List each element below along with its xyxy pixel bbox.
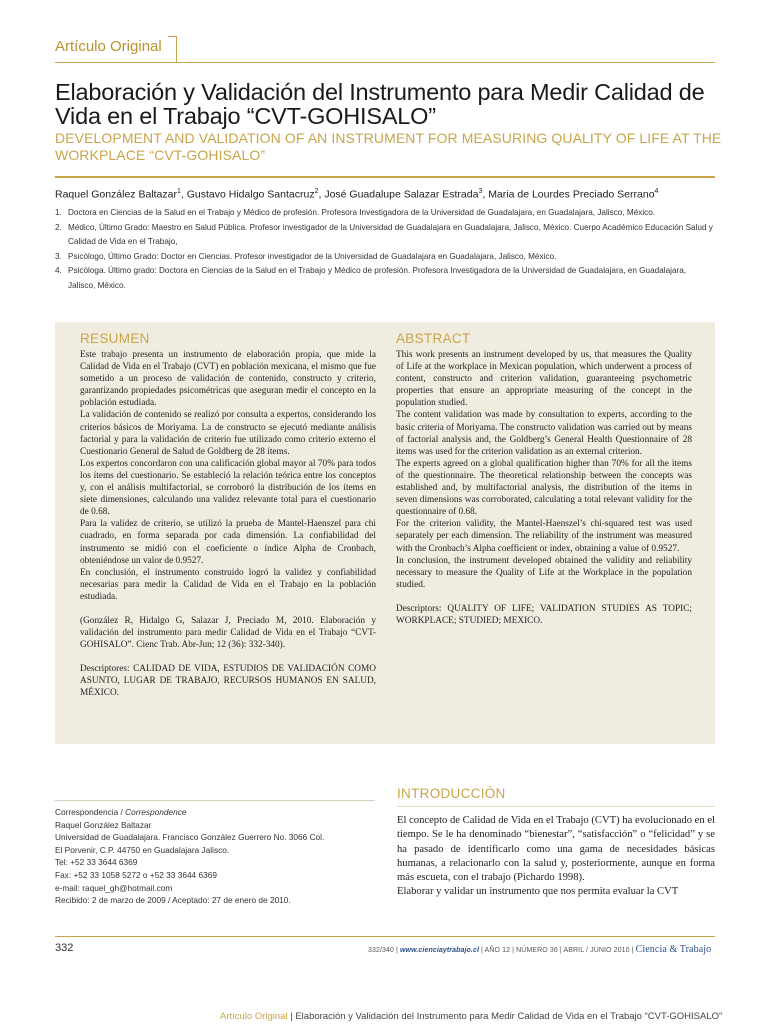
affiliation-list <box>55 206 715 293</box>
affiliation-item <box>55 264 715 293</box>
resumen-column <box>80 330 376 700</box>
author-name: Maria de Lourdes Preciado Serrano <box>488 188 655 201</box>
intro-body <box>397 814 715 900</box>
author-affil-ref: 3 <box>478 188 483 195</box>
resumen-paragraph: En conclusión, el instrumento construido logró la validez y confiabilidad necesarias para medir la Calidad de Vida en el Trabajo en la población estudiada. <box>80 567 376 602</box>
section-tag-divider <box>176 36 177 62</box>
affiliation-number: 4. <box>55 266 62 275</box>
abstract-column <box>396 330 692 627</box>
affiliation-text: Médico, Último Grado: Maestro en Salud Pública. Profesor investigador de la Universidad de Guadalajara en Guadalajara, Jalisco, México. Cuerpo Académico Educación Salud y Calidad de Vida en el Trabajo, <box>68 222 713 246</box>
intro-rule <box>397 806 715 807</box>
author-list: Raquel González Baltazar$^1$, Gustavo Hidalgo Santacruz$^2$, José Guadalupe Salazar Estrada$^3$, Maria de Lourdes Preciado Serrano$^4$ <box>55 188 659 201</box>
abstract-paragraph: This work presents an instrument developed by us, that measures the Quality of Life at the workplace in Mexican population, which underwent a process of content, constructo and criterion validation, guaranteeing psychometric properties that ensure an appropriate measuring of the concept in the population studied. <box>396 350 692 409</box>
running-separator: | <box>287 1011 296 1022</box>
correspondence-address: El Porvenir, C.P. 44750 en Guadalajara Jalisco. <box>55 844 230 855</box>
running-title: Elaboración y Validación del Instrumento para Medir Calidad de Vida en el Trabajo “CVT-GOHISALO” <box>295 1011 723 1022</box>
resumen-paragraph: Para la validez de criterio, se utilizó la prueba de Mantel-Haenszel para chi cuadrado, en forma separada por cada dimensión. La confiabilidad del instrumento se midió con el coeficiente o índice Alpha de Cronbach, obteniéndose un valor de 0.9527. <box>80 519 376 566</box>
running-header <box>220 1011 722 1022</box>
intro-paragraph: Elaborar y validar un instrumento que nos permita evaluar la CVT <box>397 886 679 898</box>
footer-rule <box>55 936 715 937</box>
author-affil-ref: 1 <box>177 188 181 195</box>
abstract-box <box>55 322 715 744</box>
resumen-paragraph: La validación de contenido se realizó por consulta a expertos, considerando los criterios básicos de Moriyama. La de constructo se ejecutó mediante análisis factorial y para la validación de criterio fue utilizado como criterio externo el Cuestionario General de Salud de Goldberg de 28 ítems. <box>80 410 376 457</box>
author-name: José Guadalupe Salazar Estrada <box>324 188 479 201</box>
footer-issue: | AÑO 12 | NÚMERO 36 | ABRIL / JUNIO 2010 | <box>479 947 636 954</box>
affiliation-number: 3. <box>55 251 62 261</box>
resumen-descriptores: Descriptores: CALIDAD DE VIDA, ESTUDIOS DE VALIDACIÓN COMO ASUNTO, LUGAR DE TRABAJO, RECURSOS HUMANOS EN SALUD, MÉXICO. <box>80 664 376 699</box>
resumen-paragraph: Este trabajo presenta un instrumento de elaboración propia, que mide la Calidad de Vida en el Trabajo (CVT) en población mexicana, el mismo que fue sometido a un proceso de validación de contenido, constructo y criterio, garantizando propiedades psicométricas que aseguran medir el concepto en la población estudiada. <box>80 350 376 409</box>
intro-paragraph: El concepto de Calidad de Vida en el Trabajo (CVT) ha evolucionado en el tiempo. Se le ha denominado “bienestar”, “satisfacción” o “felicidad” y se ha pasado de identificarlo como una gama de necesidades básicas humanas, a relacionarlo con la salud y, posteriormente, aunque en forma más escueta, con el trabajo (Pichardo 1998). <box>397 815 715 884</box>
intro-heading: INTRODUCCIÓN <box>397 786 506 801</box>
abstract-paragraph: The experts agreed on a global qualification higher than 70% for all the items of the questionnaire. The theoretical relationship between the concepts was established and, by multifactorial analysis, the distribution of the items in seven dimensions was corroborated, calculating a total relevant validity for the questionnaire of 0.68. <box>396 458 692 518</box>
title-rule <box>55 176 715 178</box>
running-section: Artículo Original <box>220 1011 288 1022</box>
affiliation-number: 2. <box>55 222 62 232</box>
section-tag-rule <box>55 62 715 63</box>
correspondence-name: Raquel González Baltazar <box>55 819 152 830</box>
author-affil-ref: 4 <box>654 188 659 195</box>
affiliation-number: 1. <box>55 208 62 217</box>
article-title: Elaboración y Validación del Instrumento para Medir Calidad de Vida en el Trabajo “CVT-GOHISALO” <box>55 79 705 129</box>
author-affil-ref: 2 <box>314 188 319 195</box>
abstract-paragraph: The content validation was made by consultation to experts, according to the basic criteria of Moriyama. The constructo validation was carried out by means of factorial analysis and, the Goldberg’s General Health Questionnaire of 28 items was used for the criterion validation as an external criterion. <box>396 410 692 457</box>
affiliation-text: Doctora en Ciencias de la Salud en el Trabajo y Médico de profesión. Profesora Investigadora de la Universidad de Guadalajara, en Guadalajara, Jalisco, México. <box>68 208 656 217</box>
article-subtitle-en: DEVELOPMENT AND VALIDATION OF AN INSTRUMENT FOR MEASURING QUALITY OF LIFE AT THE WORKPLACE “CVT-GOHISALO” <box>55 130 722 163</box>
resumen-heading: RESUMEN <box>80 331 150 346</box>
abstract-heading: ABSTRACT <box>396 331 471 346</box>
author-name: Gustavo Hidalgo Santacruz <box>186 188 315 201</box>
affiliation-text: Psicólogo, Último Grado: Doctor en Ciencias. Profesor investigador de la Universidad de Guadalajara en Guadalajara, Jalisco, México. <box>68 251 557 261</box>
abstract-descriptors: Descriptors: QUALITY OF LIFE; VALIDATION STUDIES AS TOPIC; WORKPLACE; STUDIED; MEXICO. <box>396 603 692 626</box>
author-name: Raquel González Baltazar <box>55 188 177 201</box>
section-tag-corner <box>168 36 176 37</box>
correspondence-fax: Fax: +52 33 1058 5272 o +52 33 3644 6369 <box>55 869 217 880</box>
resumen-paragraph: Los expertos concordaron con una calificación global mayor al 70% para todos los ítems del cuestionario. Se estableció la relación teórica entre los conceptos y, con el análisis multifactorial, se corroboró la distribución de los ítems en siete dimensiones, calculando una validez relevante total para el cuestionario de 0.68. <box>80 458 376 518</box>
footer-pages: 332/340 | <box>368 947 401 954</box>
footer-info <box>368 944 711 955</box>
received-dates: Recibido: 2 de marzo de 2009 / Aceptado: 27 de enero de 2010. <box>55 895 291 906</box>
correspondence-rule <box>55 800 375 801</box>
correspondence-tel: Tel: +52 33 3644 6369 <box>55 857 138 868</box>
affiliation-item <box>55 221 715 250</box>
correspondence-label <box>55 806 375 819</box>
abstract-paragraph: In conclusion, the instrument developed obtained the validity and reliability necessary to measure the Quality of Life at the Workplace in the population studied. <box>396 555 692 590</box>
page-number: 332 <box>55 942 74 954</box>
citation: (González R, Hidalgo G, Salazar J, Preciado M, 2010. Elaboración y validación del instrumento para medir Calidad de Vida en el Trabajo “CVT-GOHISALO”. Cienc Trab. Abr-Jun; 12 (36): 332-340). <box>80 615 376 651</box>
correspondence-label-en: Correspondence <box>125 807 187 817</box>
journal-brand: Ciencia & Trabajo <box>635 944 712 955</box>
affiliation-text: Psicóloga. Último grado: Doctora en Ciencias de la Salud en el Trabajo y Médico de profesión. Profesora Investigadora de la Universidad de Guadalajara, en Guadalajara, Jalisco, México. <box>68 266 687 290</box>
correspondence-block <box>55 806 375 907</box>
abstract-paragraph: For the criterion validity, the Mantel-Haenszel’s chi-squared test was used separately per each dimension. The reliability of the instrument was measured with the Cronbach’s Alpha coefficient or index, obtaining a value of 0.9527. <box>396 519 692 554</box>
affiliation-item <box>55 250 715 265</box>
correspondence-address: Universidad de Guadalajara. Francisco González Guerrero No. 3066 Col. <box>55 832 325 843</box>
correspondence-email[interactable]: e-mail: raquel_gh@hotmail.com <box>55 882 173 893</box>
journal-link[interactable]: www.cienciaytrabajo.cl <box>400 947 479 954</box>
correspondence-label-es: Correspondencia / <box>55 807 126 817</box>
affiliation-item <box>55 206 715 221</box>
section-tag: Artículo Original <box>55 38 162 55</box>
